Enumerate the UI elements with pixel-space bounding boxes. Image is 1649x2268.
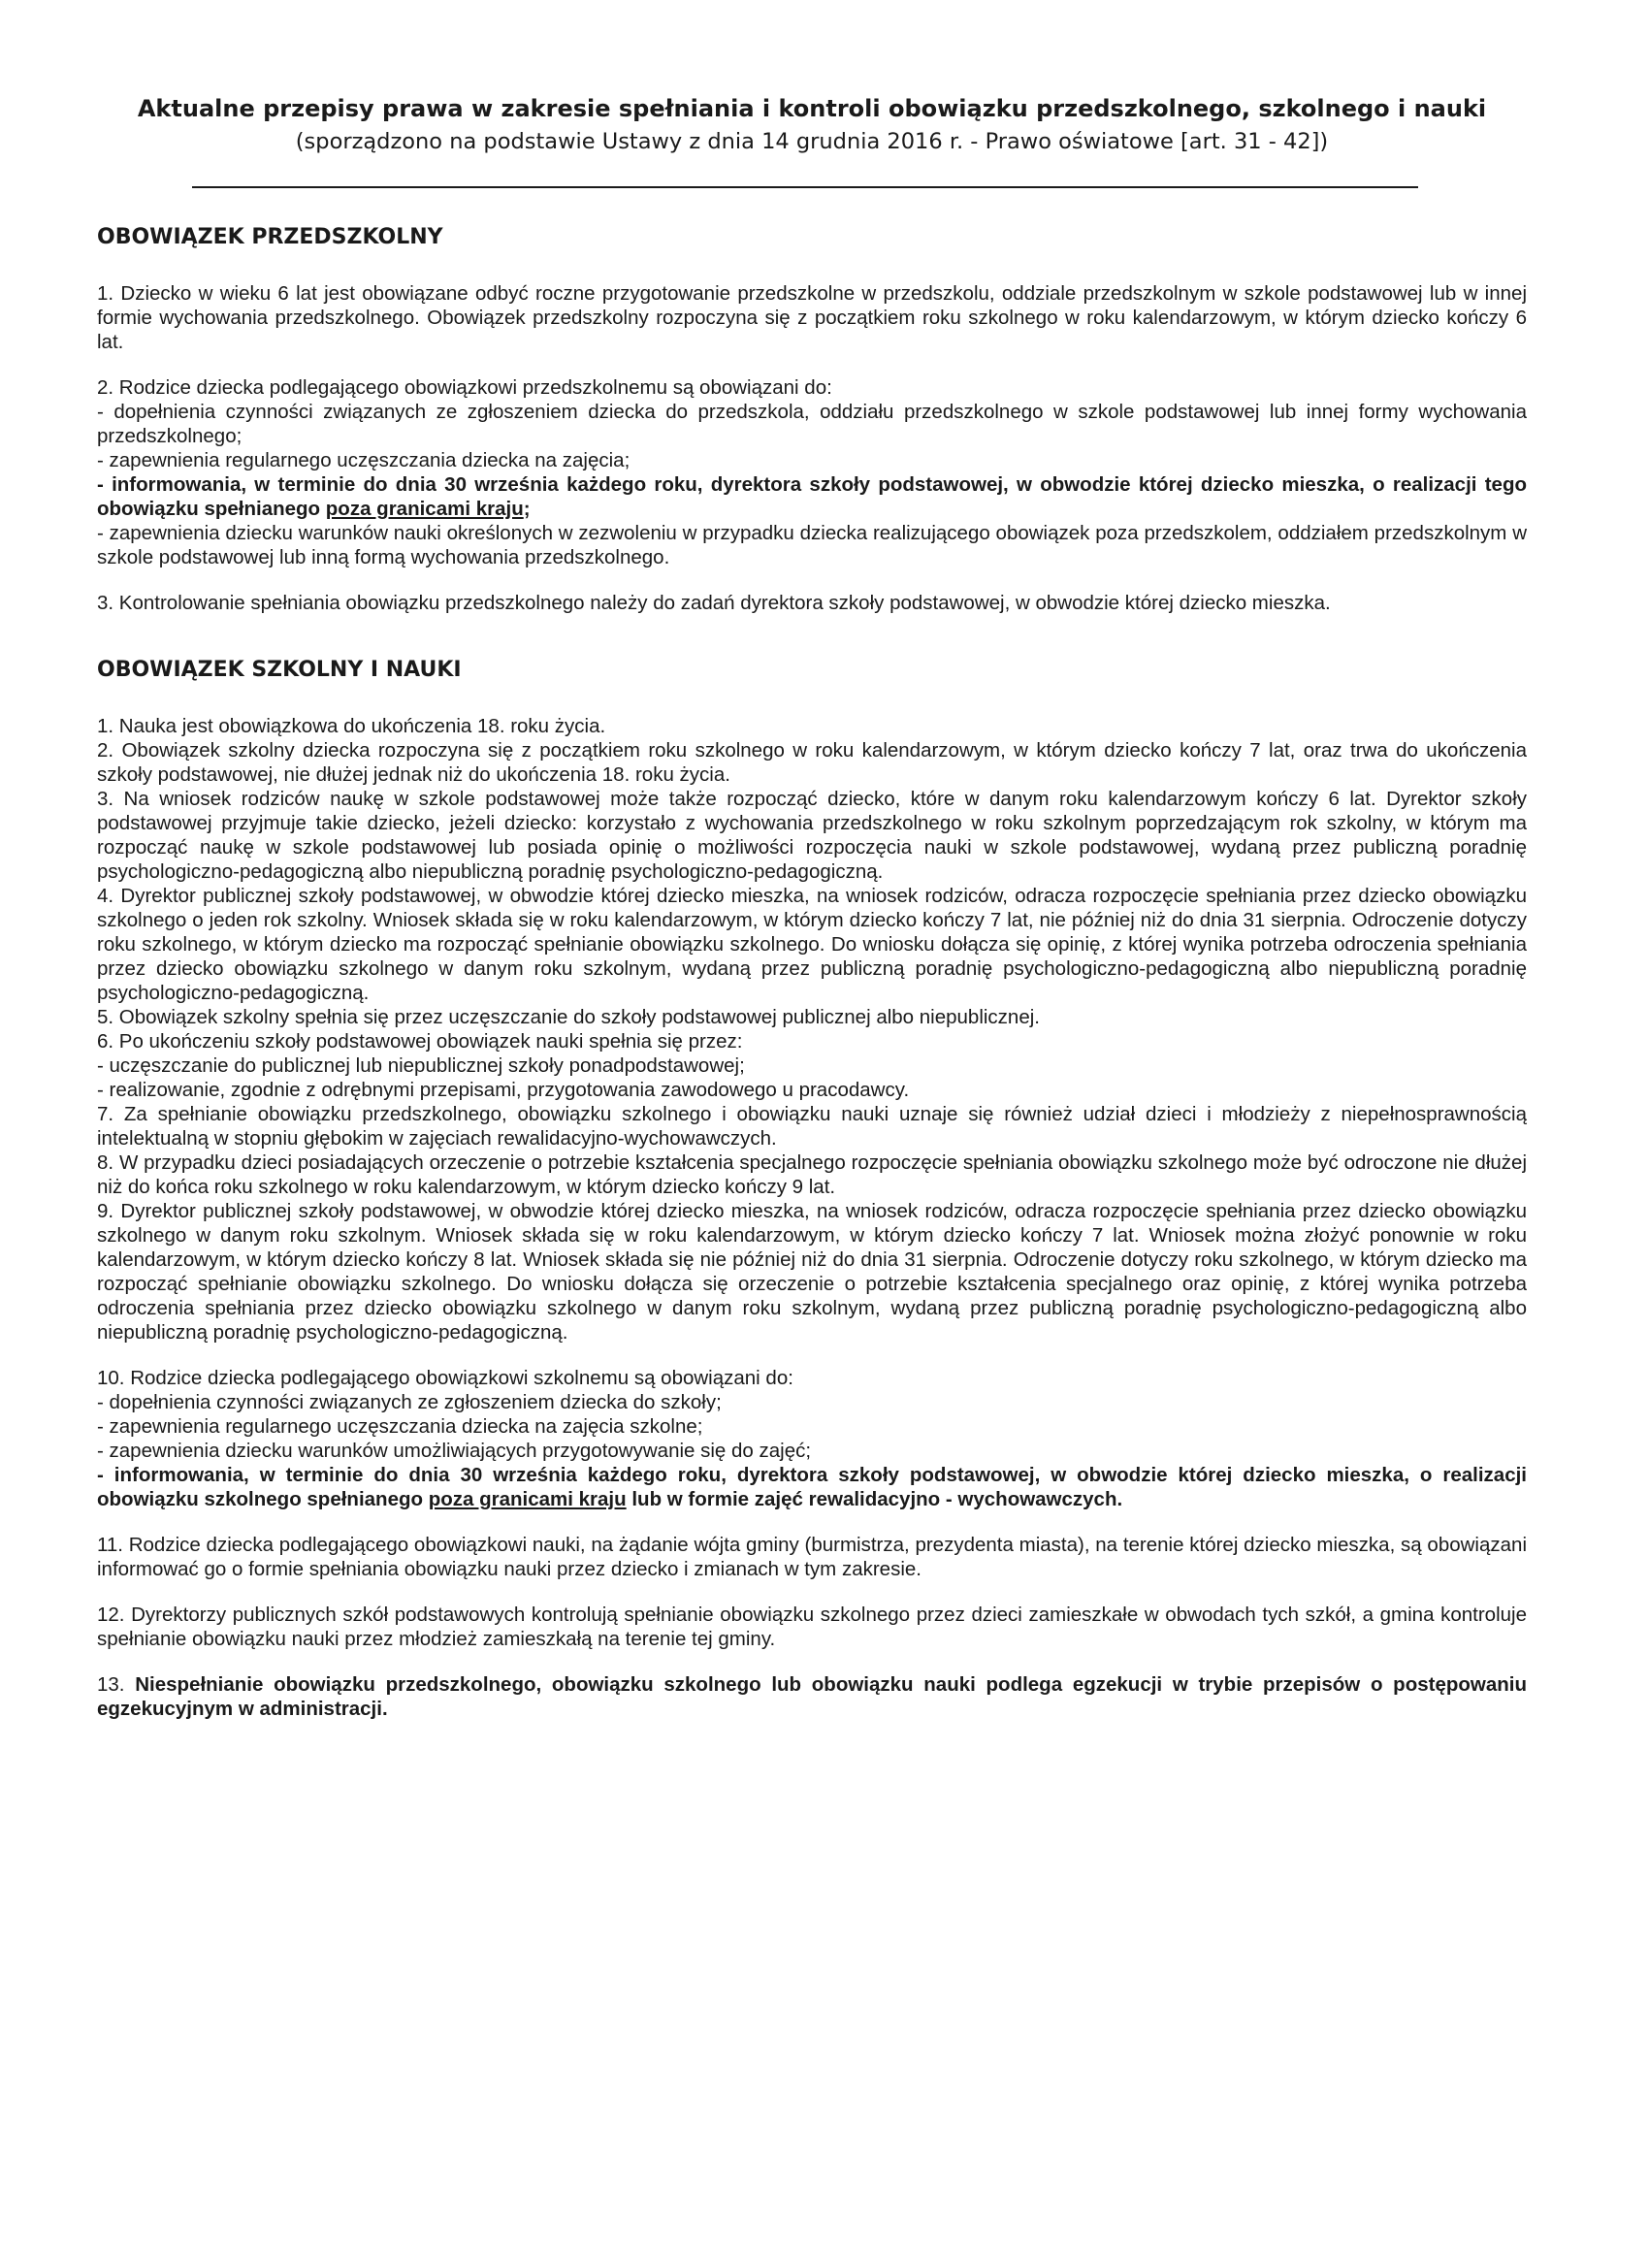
bold-text: - informowania, w terminie do dnia 30 września każdego roku, dyrektora szkoły podstawowej, w obwodzie której dziecko mieszka, o realizacji obowiązku szkolnego spełnianego	[97, 1464, 1527, 1510]
school-paragraph-11	[97, 1533, 1527, 1581]
bold-text: Niespełnianie obowiązku przedszkolnego, obowiązku szkolnego lub obowiązku nauki podlega egzekucji w trybie przepisów o postępowaniu egzekucyjnym w administracji.	[97, 1673, 1527, 1720]
bold-text: - informowania, w terminie do dnia 30 września każdego roku, dyrektora szkoły podstawowej, w obwodzie której dziecko mieszka, o realizacji tego obowiązku spełnianego	[97, 473, 1527, 520]
list-item: - uczęszczanie do publicznej lub niepublicznej szkoły ponadpodstawowej;	[97, 1054, 745, 1077]
paragraph-text: 1. Dziecko w wieku 6 lat jest obowiązane odbyć roczne przygotowanie przedszkolne w przedszkolu, oddziale przedszkolnym w szkole podstawowej lub w innej formie wychowania przedszkolnego. Obowiązek przedszkolny rozpoczyna się z początkiem roku szkolnego w roku kalendarzowym, w którym dziecko kończy 6 lat.	[97, 282, 1527, 353]
list-item: - dopełnienia czynności związanych ze zgłoszeniem dziecka do szkoły;	[97, 1391, 722, 1413]
school-paragraph-13	[97, 1672, 1527, 1721]
paragraph-intro: 2. Rodzice dziecka podlegającego obowiązkowi przedszkolnemu są obowiązani do:	[97, 376, 832, 399]
section-heading-school: OBOWIĄZEK SZKOLNY I NAUKI	[97, 658, 462, 682]
list-item: - zapewnienia regularnego uczęszczania dziecka na zajęcia szkolne;	[97, 1415, 703, 1438]
underlined-text: poza granicami kraju	[325, 498, 524, 520]
school-paragraph-10	[97, 1366, 1527, 1511]
preschool-paragraph-2	[97, 375, 1527, 569]
document-subtitle: (sporządzono na podstawie Ustawy z dnia 14 grudnia 2016 r. - Prawo oświatowe [art. 31 - 42])	[295, 129, 1329, 154]
paragraph-text: 3. Kontrolowanie spełniania obowiązku przedszkolnego należy do zadań dyrektora szkoły podstawowej, w obwodzie której dziecko mieszka.	[97, 592, 1331, 614]
list-item: - zapewnienia dziecku warunków umożliwiających przygotowywanie się do zajęć;	[97, 1440, 812, 1462]
paragraph-text	[97, 1672, 1527, 1721]
bold-text-end: ;	[523, 498, 531, 520]
list-item-bold	[97, 1463, 1527, 1511]
paragraph-4: 4. Dyrektor publicznej szkoły podstawowej, w obwodzie której dziecko mieszka, na wniosek rodziców, odracza rozpoczęcie spełniania przez dziecko obowiązku szkolnego o jeden rok szkolny. Wniosek składa się w roku kalendarzowym, w którym dziecko kończy 7 lat, nie później niż do dnia 31 sierpnia. Odroczenie dotyczy roku szkolnego, w którym dziecko ma rozpocząć spełnianie obowiązku szkolnego. Do wniosku dołącza się opinię, z której wynika potrzeba odroczenia spełniania przez dziecko obowiązku szkolnego w danym roku szkolnym, wydaną przez publiczną poradnię psychologiczno-pedagogiczną albo niepubliczną poradnię psychologiczno-pedagogiczną.	[97, 885, 1527, 1004]
paragraph-intro: 10. Rodzice dziecka podlegającego obowiązkowi szkolnemu są obowiązani do:	[97, 1367, 793, 1389]
section-heading-preschool: OBOWIĄZEK PRZEDSZKOLNY	[97, 225, 443, 249]
list-item-bold	[97, 472, 1527, 521]
paragraph-1: 1. Nauka jest obowiązkowa do ukończenia 18. roku życia.	[97, 715, 606, 737]
underlined-text: poza granicami kraju	[428, 1488, 627, 1510]
school-paragraphs-1-9	[97, 714, 1527, 1345]
paragraph-5: 5. Obowiązek szkolny spełnia się przez uczęszczanie do szkoły podstawowej publicznej albo niepublicznej.	[97, 1006, 1040, 1028]
list-item: - dopełnienia czynności związanych ze zgłoszeniem dziecka do przedszkola, oddziału przedszkolnego w szkole podstawowej lub innej formy wychowania przedszkolnego;	[97, 401, 1527, 447]
paragraph-text: 11. Rodzice dziecka podlegającego obowiązkowi nauki, na żądanie wójta gminy (burmistrza, prezydenta miasta), na terenie której dziecko mieszka, są obowiązani informować go o formie spełniania obowiązku nauki przez dziecko i zmianach w tym zakresie.	[97, 1534, 1527, 1580]
list-item: - realizowanie, zgodnie z odrębnymi przepisami, przygotowania zawodowego u pracodawcy.	[97, 1079, 910, 1101]
paragraph-9: 9. Dyrektor publicznej szkoły podstawowej, w obwodzie której dziecko mieszka, na wniosek rodziców, odracza rozpoczęcie spełniania przez dziecko obowiązku szkolnego w danym roku szkolnym. Wniosek składa się w roku kalendarzowym, w którym dziecko kończy 7 lat. Wniosek można złożyć ponownie w roku kalendarzowym, w którym dziecko kończy 8 lat. Wniosek składa się nie później niż do dnia 31 sierpnia. Odroczenie dotyczy roku szkolnego, w którym dziecko ma rozpocząć spełnianie obowiązku szkolnego. Do wniosku dołącza się orzeczenie o potrzebie kształcenia specjalnego oraz opinię, z której wynika potrzeba odroczenia spełniania przez dziecko obowiązku szkolnego w danym roku szkolnym, wydaną przez publiczną poradnię psychologiczno-pedagogiczną albo niepubliczną poradnię psychologiczno-pedagogiczną.	[97, 1200, 1527, 1344]
paragraph-3: 3. Na wniosek rodziców naukę w szkole podstawowej może także rozpocząć dziecko, które w danym roku kalendarzowym kończy 6 lat. Dyrektor szkoły podstawowej przyjmuje takie dziecko, jeżeli dziecko: korzystało z wychowania przedszkolnego w roku szkolnym poprzedzającym rok szkolny, w którym ma rozpocząć naukę w szkole podstawowej lub posiada opinię o możliwości rozpoczęcia nauki w szkole podstawowej, wydaną przez publiczną poradnię psychologiczno-pedagogiczną albo niepubliczną poradnię psychologiczno-pedagogiczną.	[97, 788, 1527, 883]
preschool-paragraph-3	[97, 591, 1527, 615]
bold-text-end: lub w formie zajęć rewalidacyjno - wychowawczych.	[626, 1488, 1123, 1510]
paragraph-2: 2. Obowiązek szkolny dziecka rozpoczyna się z początkiem roku szkolnego w roku kalendarzowym, w którym dziecko kończy 7 lat, oraz trwa do ukończenia szkoły podstawowej, nie dłużej jednak niż do ukończenia 18. roku życia.	[97, 739, 1527, 786]
paragraph-number: 13.	[97, 1673, 136, 1696]
paragraph-text: 12. Dyrektorzy publicznych szkół podstawowych kontrolują spełnianie obowiązku szkolnego przez dzieci zamieszkałe w obwodach tych szkół, a gmina kontroluje spełnianie obowiązku nauki przez młodzież zamieszkałą na terenie tej gminy.	[97, 1604, 1527, 1650]
paragraph-8: 8. W przypadku dzieci posiadających orzeczenie o potrzebie kształcenia specjalnego rozpoczęcie spełniania obowiązku szkolnego może być odroczone nie dłużej niż do końca roku szkolnego w roku kalendarzowym, w którym dziecko kończy 9 lat.	[97, 1151, 1527, 1198]
school-paragraph-12	[97, 1603, 1527, 1651]
list-item: - zapewnienia regularnego uczęszczania dziecka na zajęcia;	[97, 449, 630, 471]
list-item: - zapewnienia dziecku warunków nauki określonych w zezwoleniu w przypadku dziecka realizującego obowiązek poza przedszkolem, oddziałem przedszkolnym w szkole podstawowej lub inną formą wychowania przedszkolnego.	[97, 522, 1527, 568]
paragraph-6-intro: 6. Po ukończeniu szkoły podstawowej obowiązek nauki spełnia się przez:	[97, 1030, 743, 1053]
paragraph-7: 7. Za spełnianie obowiązku przedszkolnego, obowiązku szkolnego i obowiązku nauki uznaje się również udział dzieci i młodzieży z niepełnosprawnością intelektualną w stopniu głębokim w zajęciach rewalidacyjno-wychowawczych.	[97, 1103, 1527, 1150]
preschool-paragraph-1	[97, 281, 1527, 354]
document-title: Aktualne przepisy prawa w zakresie spełniania i kontroli obowiązku przedszkolnego, szkolnego i nauki	[137, 95, 1487, 122]
title-divider	[192, 186, 1418, 188]
